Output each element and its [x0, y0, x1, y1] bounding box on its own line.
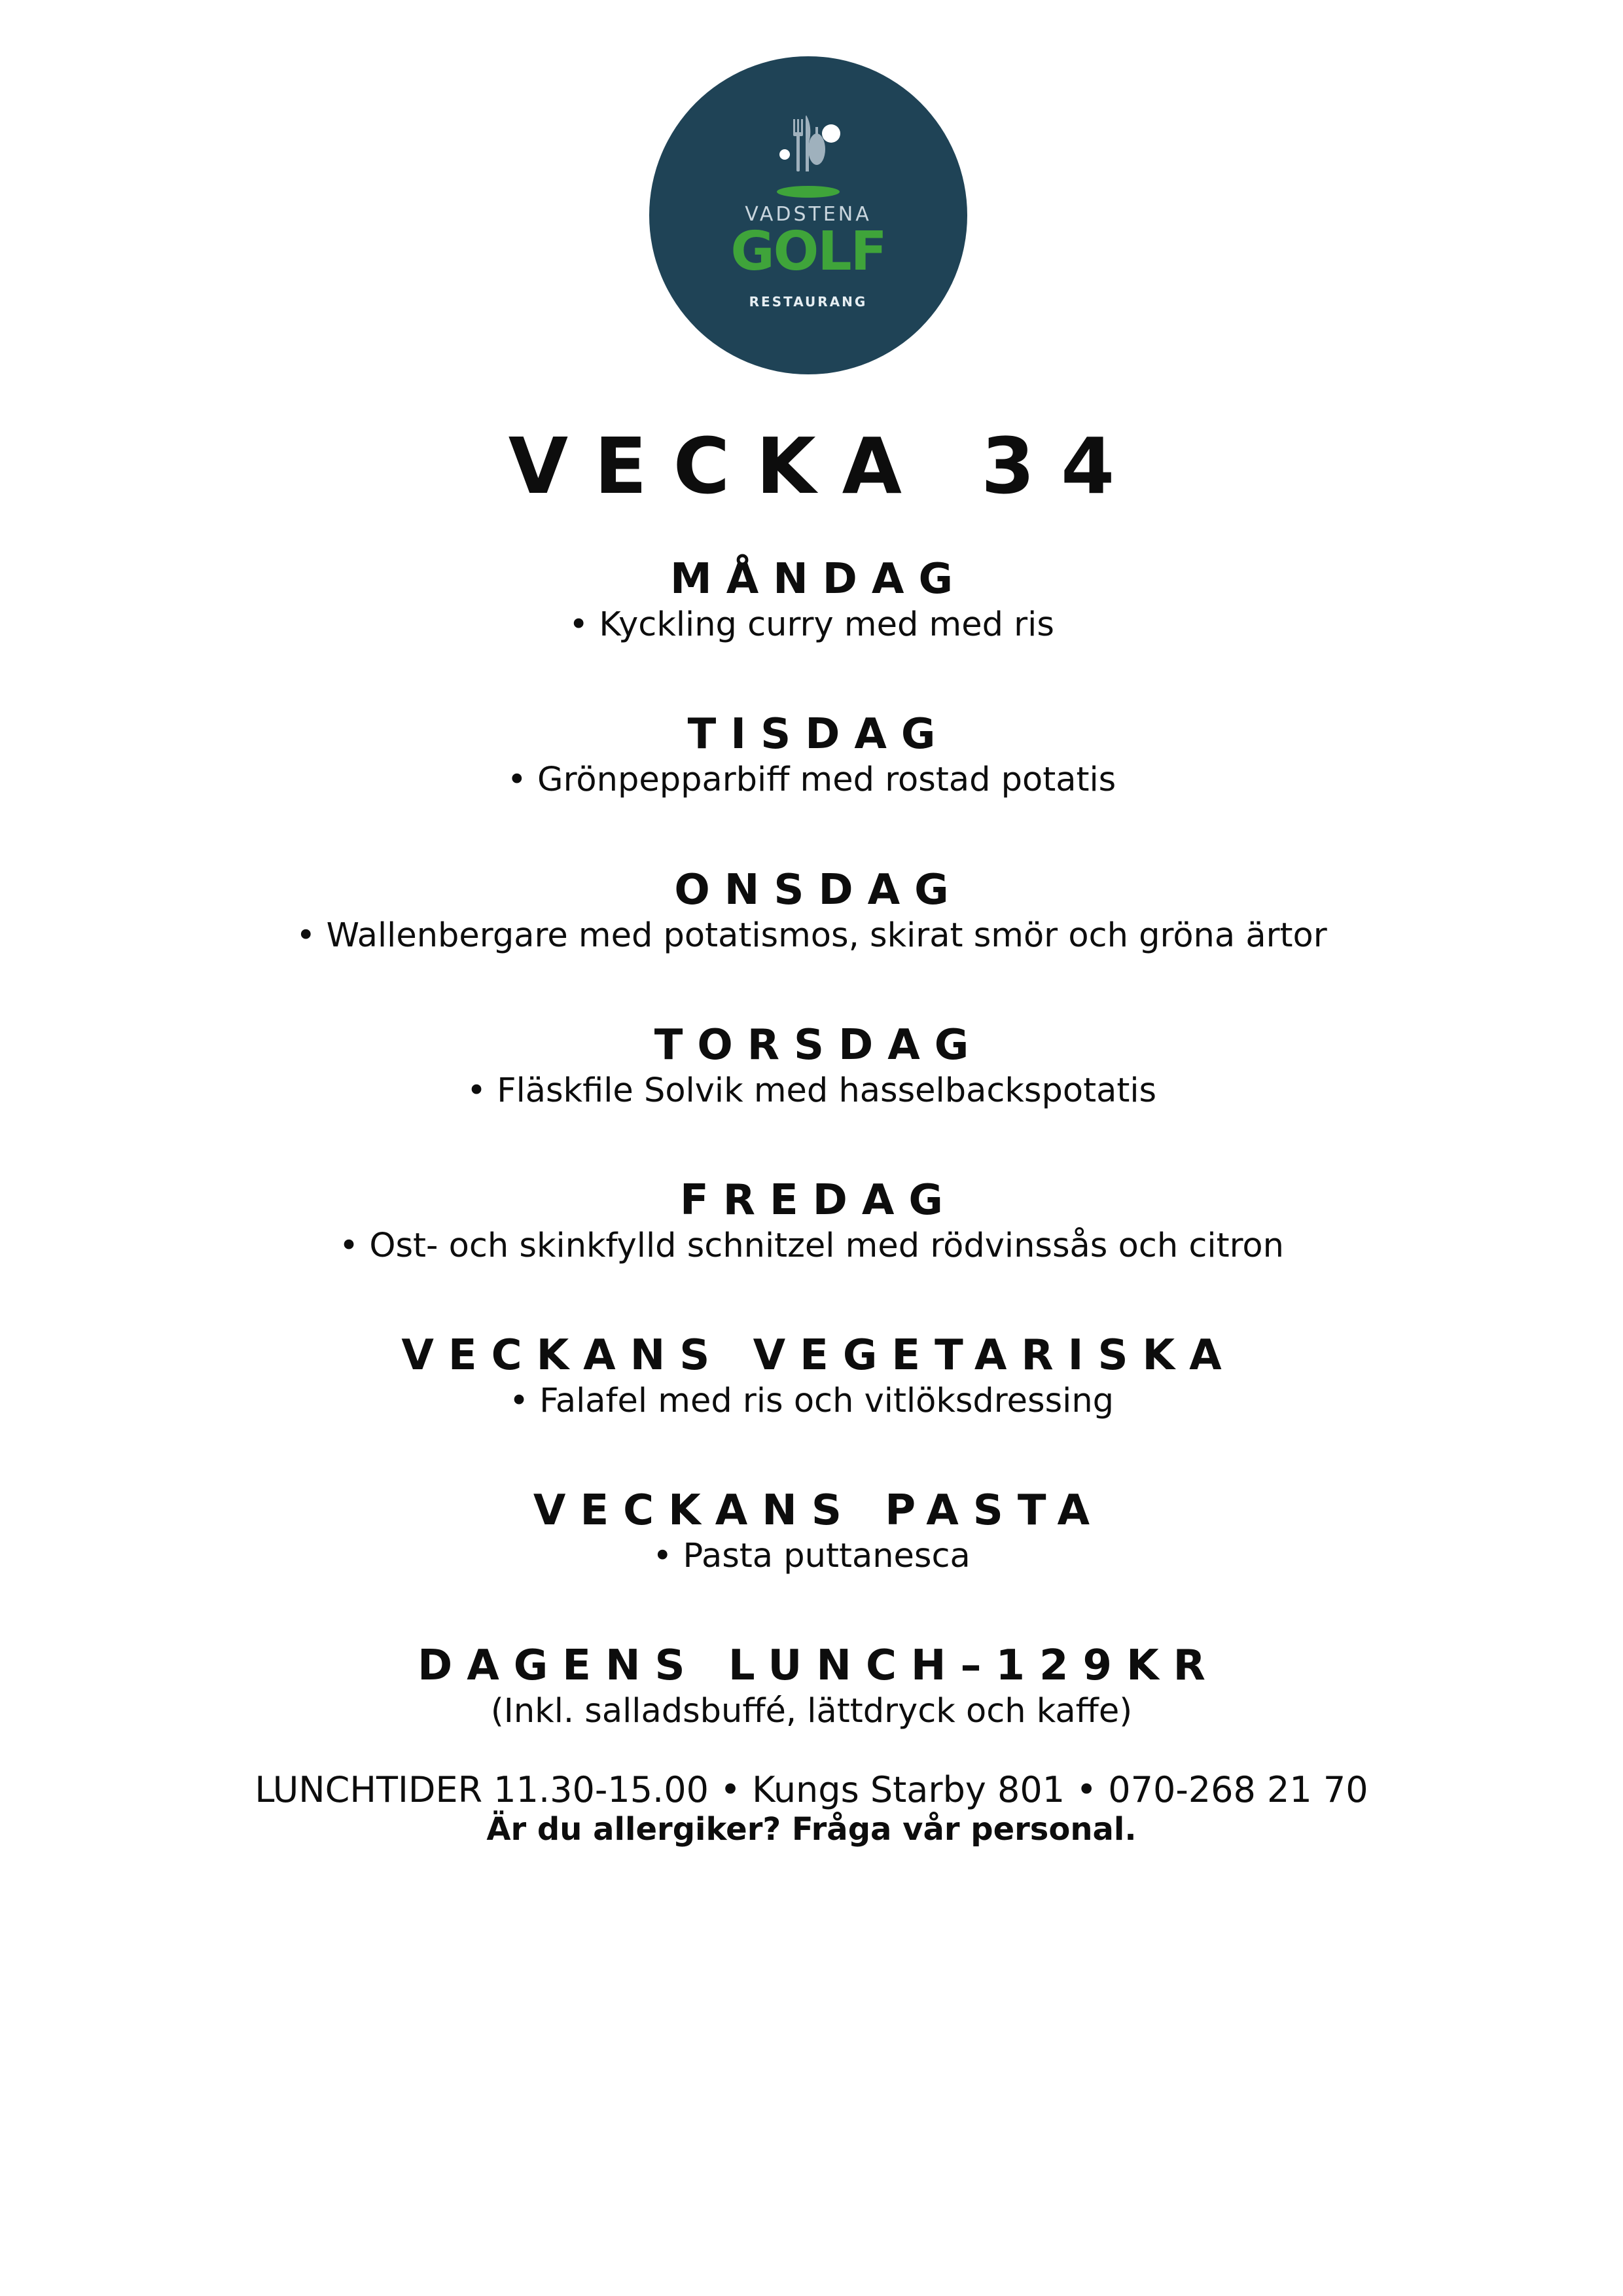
dish-item: • Fläskfile Solvik med hasselbackspotatis	[466, 1071, 1157, 1110]
day-heading: TORSDAG	[654, 1021, 984, 1069]
allergy-note: Är du allergiker? Fråga vår personal.	[486, 1811, 1137, 1848]
menu-section-vegetarian	[0, 1331, 1623, 1422]
menu-section-friday	[0, 1175, 1623, 1267]
menu-section-wednesday	[0, 865, 1623, 957]
dish-item: • Kyckling curry med med ris	[569, 605, 1054, 644]
dish-item: • Wallenbergare med potatismos, skirat smör och gröna ärtor	[296, 916, 1327, 955]
logo-bottom-text: RESTAURANG	[749, 294, 868, 310]
price-note: (Inkl. salladsbuffé, lättdryck och kaffe)	[490, 1692, 1133, 1731]
day-heading: DAGENS LUNCH–129KR	[418, 1641, 1220, 1690]
restaurant-logo	[649, 56, 967, 374]
logo-top-text: VADSTENA	[745, 203, 872, 226]
dish-item: • Falafel med ris och vitlöksdressing	[508, 1382, 1115, 1420]
menu-section-monday	[0, 554, 1623, 646]
menu-section-daily-lunch	[0, 1641, 1623, 1732]
day-heading: ONSDAG	[674, 866, 963, 914]
day-heading: MÅNDAG	[670, 555, 967, 603]
dish-item: • Ost- och skinkfylld schnitzel med rödvinssås och citron	[339, 1227, 1284, 1265]
menu-section-thursday	[0, 1020, 1623, 1112]
day-heading: VECKANS VEGETARISKA	[401, 1331, 1236, 1380]
day-heading: FREDAG	[680, 1176, 957, 1225]
logo-main-text: GOLF	[730, 221, 886, 283]
menu-section-tuesday	[0, 709, 1623, 801]
lunch-hours-info: LUNCHTIDER 11.30-15.00 • Kungs Starby 801 • 070-268 21 70	[255, 1769, 1368, 1810]
cutlery-golf-icon	[762, 111, 854, 203]
day-heading: VECKANS PASTA	[533, 1486, 1105, 1535]
dish-item: • Pasta puttanesca	[652, 1537, 971, 1575]
menu-section-pasta	[0, 1486, 1623, 1577]
week-title: VECKA 34	[508, 421, 1141, 511]
dish-item: • Grönpepparbiff med rostad potatis	[507, 761, 1116, 799]
day-heading: TISDAG	[687, 710, 950, 759]
